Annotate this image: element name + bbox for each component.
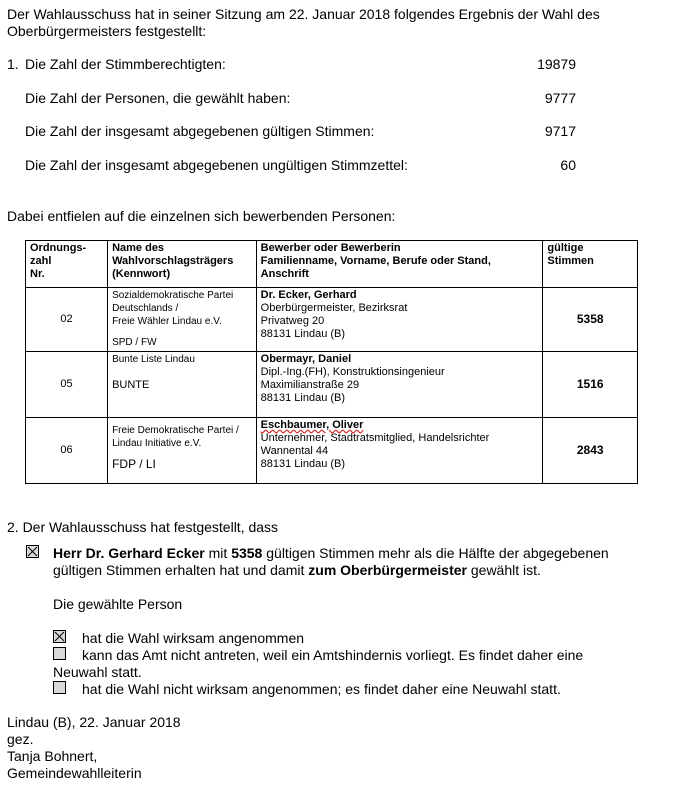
party-name: Sozialdemokratische Partei Deutschlands / Freie Wähler Lindau e.V.: [112, 290, 234, 327]
section2-heading: 2. Der Wahlausschuss hat festgestellt, dass: [7, 519, 279, 535]
table-header-row: [26, 241, 638, 288]
option-checkbox-nicht-angenommen[interactable]: [53, 681, 66, 694]
intro-line-2: Oberbürgermeisters festgestellt:: [7, 23, 207, 39]
stat-row-stimmberechtigte: [0, 56, 678, 74]
stat-value: 19879: [537, 56, 576, 72]
signer-role: Gemeindewahlleiterin: [7, 765, 142, 781]
row-votes: 2843: [543, 418, 638, 484]
table-row: [26, 418, 638, 484]
row-votes: 1516: [543, 352, 638, 418]
option-checkbox-angenommen[interactable]: [53, 630, 66, 643]
stat-label: Die Zahl der insgesamt abgegebenen ungültigen Stimmzettel:: [25, 157, 408, 173]
party-name: Freie Demokratische Partei / Lindau Initiative e.V.: [112, 425, 239, 449]
candidate-name: Dr. Ecker, Gerhard: [260, 289, 357, 301]
winner-text: mit: [204, 545, 232, 561]
results-table: [25, 240, 638, 484]
winner-checkbox[interactable]: [26, 545, 39, 558]
party-kennwort: SPD / FW: [112, 337, 157, 348]
gewaehlte-person-label: Die gewählte Person: [53, 596, 183, 612]
signer-name: Tanja Bohnert,: [7, 748, 98, 764]
row-candidate: [256, 352, 543, 418]
table-row: [26, 352, 638, 418]
stat-value: 9717: [544, 123, 576, 139]
stat-label: Die Zahl der Personen, die gewählt haben:: [25, 90, 291, 106]
winner-statement: [53, 545, 663, 579]
stat-row-waehler: [0, 90, 678, 108]
row-party: [108, 352, 257, 418]
winner-text: gültigen Stimmen erhalten hat und damit: [53, 562, 309, 578]
party-kennwort: BUNTE: [112, 379, 150, 391]
row-nr: 06: [26, 418, 108, 484]
intro-text: [7, 6, 657, 40]
option-amtshindernis-cont: Neuwahl statt.: [53, 664, 142, 680]
option-angenommen: hat die Wahl wirksam angenommen: [82, 630, 305, 646]
header-ordnungszahl: Ordnungs- zahl Nr.: [26, 241, 108, 288]
winner-text: gültigen Stimmen mehr als die Hälfte der abgegebenen: [262, 545, 609, 561]
option-checkbox-amtshindernis[interactable]: [53, 647, 66, 660]
candidate-details: Oberbürgermeister, Bezirksrat Privatweg 20 88131 Lindau (B): [260, 302, 408, 340]
row-nr: 05: [26, 352, 108, 418]
row-party: [108, 418, 257, 484]
candidate-name: Obermayr, Daniel: [260, 353, 352, 365]
stat-value: 9777: [544, 90, 576, 106]
winner-text: gewählt ist.: [466, 562, 541, 578]
check-x-icon: [54, 631, 65, 642]
header-wahlvorschlagstraeger: Name des Wahlvorschlagsträgers (Kennwort): [108, 241, 257, 288]
winner-votes: 5358: [231, 545, 263, 561]
stat-label: Die Zahl der insgesamt abgegebenen gültigen Stimmen:: [25, 123, 375, 139]
stat-number: 1.: [7, 56, 19, 72]
signature-block: [7, 714, 181, 782]
party-kennwort: FDP / LI: [112, 457, 156, 471]
header-bewerber: Bewerber oder Bewerberin Familienname, Vorname, Berufe oder Stand, Anschrift: [256, 241, 543, 288]
intro-line-1: Der Wahlausschuss hat in seiner Sitzung am 22. Januar 2018 folgendes Ergebnis der Wahl des: [7, 6, 600, 22]
candidate-details: Unternehmer, Stadtratsmitglied, Handelsrichter Wannental 44 88131 Lindau (B): [260, 432, 490, 470]
header-gueltige-stimmen: gültige Stimmen: [543, 241, 638, 288]
stat-label: Die Zahl der Stimmberechtigten:: [25, 56, 226, 72]
party-name: Bunte Liste Lindau: [112, 354, 195, 365]
stat-value: 60: [560, 157, 576, 173]
option-nicht-angenommen: hat die Wahl nicht wirksam angenommen; es findet daher eine Neuwahl statt.: [82, 681, 561, 697]
winner-name: Herr Dr. Gerhard Ecker: [53, 545, 205, 561]
row-candidate: [256, 418, 543, 484]
candidate-details: Dipl.-Ing.(FH), Konstruktionsingenieur Maximilianstraße 29 88131 Lindau (B): [260, 366, 445, 404]
row-party: [108, 288, 257, 352]
candidate-name: Eschbaumer, Oliver: [260, 419, 364, 431]
table-row: [26, 288, 638, 352]
stat-row-ungueltige: [0, 157, 678, 175]
row-candidate: [256, 288, 543, 352]
check-x-icon: [27, 546, 38, 557]
stat-row-gueltige: [0, 123, 678, 141]
row-nr: 02: [26, 288, 108, 352]
winner-office: zum Oberbürgermeister: [308, 562, 467, 578]
option-amtshindernis: kann das Amt nicht antreten, weil ein Amtshindernis vorliegt. Es findet daher eine: [82, 647, 584, 663]
place-date: Lindau (B), 22. Januar 2018: [7, 714, 181, 730]
dabei-text: Dabei entfielen auf die einzelnen sich bewerbenden Personen:: [7, 208, 396, 224]
row-votes: 5358: [543, 288, 638, 352]
gez-label: gez.: [7, 731, 34, 747]
